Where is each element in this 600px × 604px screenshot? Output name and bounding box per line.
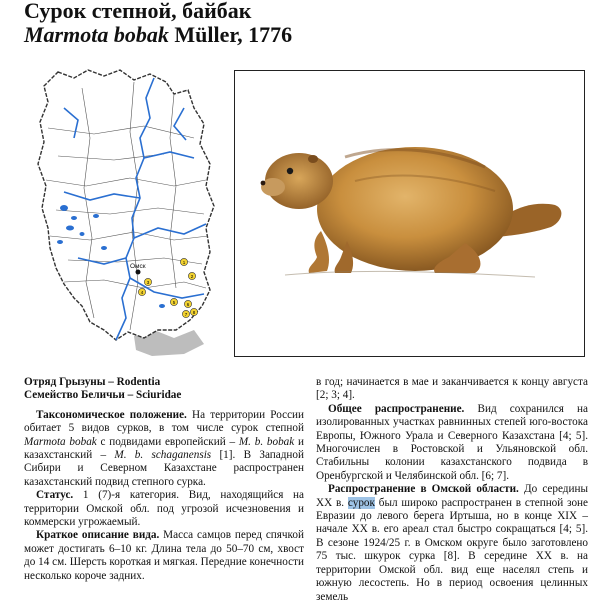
taxonomy-order: Отряд Грызуны – Rodentia	[24, 376, 161, 388]
section-omsk-distribution: Распространение в Омской области. До середины XX в. сурок был широко распространен в степной зоне Евразии до левого берега Иртыша, но в конце XIX – начале XX в. его ареал стал быстро сокращаться [4; 5]. В сезоне 1924/25 г. в Омском округе было заготовлено 75 тыс. шкурок сурка [8]. В середине XX в. на территории Омской обл. вид еще населял степь и южную лесостепь. Но в период освоения целинных земель	[316, 483, 588, 603]
marmot-eye	[287, 168, 293, 174]
section-heading: Распространение в Омской области.	[328, 483, 519, 496]
highlighted-word[interactable]: сурок	[347, 496, 375, 509]
omsk-region-map	[34, 68, 220, 360]
species-latin-name	[24, 22, 292, 48]
svg-text:1: 1	[182, 260, 186, 265]
occurrence-marker	[184, 300, 191, 307]
svg-text:4: 4	[140, 290, 144, 295]
marmot-illustration	[235, 71, 583, 355]
city-label: Омск	[130, 263, 146, 270]
text-column-right	[316, 376, 588, 604]
taxonomy-family: Семейство Беличьи – Sciuridae	[24, 389, 182, 402]
section-status: Статус. 1 (7)-я категория. Вид, находящийся на территории Омской обл. под угрозой исчезновения и коммерски угрожаемый.	[24, 489, 304, 529]
distribution-map	[34, 68, 220, 360]
svg-text:8: 8	[192, 310, 196, 315]
city-dot	[136, 270, 141, 275]
occurrence-marker	[170, 298, 177, 305]
svg-text:3: 3	[146, 280, 150, 285]
marmot-nose	[261, 181, 266, 186]
occurrence-marker	[138, 288, 145, 295]
text-column-left	[24, 376, 304, 583]
occurrence-marker	[144, 278, 151, 285]
species-illustration-frame	[234, 70, 585, 357]
section-heading: Таксономическое положение.	[36, 408, 187, 421]
paragraph-continuation: в год; начинается в мае и заканчивается к концу августа [2; 3; 4].	[316, 376, 588, 402]
svg-text:6: 6	[186, 302, 190, 307]
section-heading: Статус.	[36, 489, 74, 502]
latin-binomial: Marmota bobak	[24, 22, 169, 47]
svg-text:7: 7	[184, 312, 188, 317]
svg-text:5: 5	[172, 300, 176, 305]
section-description: Краткое описание вида. Масса самцов перед спячкой может достигать 6–10 кг. Длина тела до 50–70 см, хвост до 14 см. Шерсть короткая и мягкая. Передние конечности несколько короче задних.	[24, 529, 304, 582]
svg-text:2: 2	[190, 274, 194, 279]
author-year: Müller, 1776	[168, 22, 293, 47]
section-general-distribution: Общее распространение. Вид сохранился на изолированных участках равнинных степей юго-востока Европы, Южного Урала и Северного Казахстана [4; 5]. Многочислен в Ростовской и Ульяновской обл. Стабильны колонии казахстанского подвида в Оренбургской и Челябинской обл. [6; 7].	[316, 402, 588, 482]
section-taxonomic-position: Таксономическое положение. На территории России обитает 5 видов сурков, в том числе сурок степной Marmota bobak с подвидами европейский – M. b. bobak и казахстанский – M. b. schaganensis [1]. В Западной Сибири и Северном Казахстане распространен казахстанский подвид степного сурка.	[24, 408, 305, 488]
marmot-muzzle	[261, 178, 285, 196]
occurrence-marker	[190, 308, 197, 315]
section-heading: Краткое описание вида.	[36, 529, 160, 542]
region-border	[38, 70, 214, 340]
marmot-ear	[308, 155, 318, 163]
ground-line	[285, 271, 535, 277]
occurrence-marker	[182, 310, 189, 317]
occurrence-marker	[180, 258, 187, 265]
section-heading: Общее распространение.	[328, 402, 465, 415]
occurrence-marker	[188, 272, 195, 279]
page-title: Сурок степной, байбак	[24, 0, 252, 23]
marmot-front-leg	[309, 231, 329, 273]
